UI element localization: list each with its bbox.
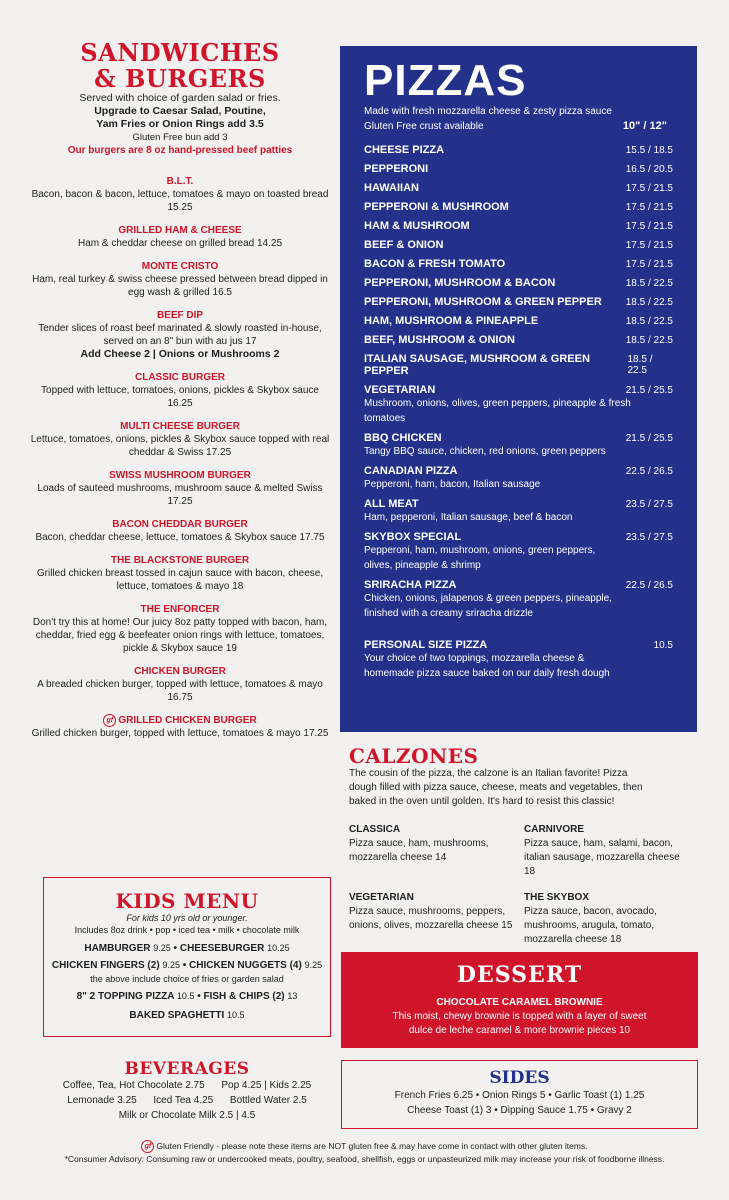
sandwich-name — [30, 518, 330, 531]
beverages-line: Coffee, Tea, Hot Chocolate 2.75 Pop 4.25 | Kids 2.25 — [62, 1080, 312, 1091]
calzone-desc: Pizza sauce, bacon, avocado, mushrooms, arugula, tomato, mozzarella cheese 18 — [524, 906, 657, 945]
sandwich-name — [30, 554, 330, 567]
dessert-title: DESSERT — [456, 962, 583, 988]
sandwich-item — [30, 175, 330, 214]
intro-line: Our burgers are 8 oz hand-pressed beef patties — [67, 145, 293, 156]
sandwich-name — [30, 665, 330, 678]
sandwiches-title-2: & BURGERS — [94, 64, 266, 93]
sandwich-desc: Bacon, cheddar cheese, lettuce, tomatoes & Skybox sauce 17.75 — [35, 532, 325, 543]
sandwich-name — [30, 260, 330, 273]
pizza-price: 22.5 / 26.5 — [625, 466, 673, 477]
pizzas-panel — [340, 46, 697, 732]
sandwich-item — [30, 224, 330, 250]
pizzas-sizes: 10" / 12" — [622, 120, 667, 132]
pizza-row — [364, 498, 673, 510]
sandwich-desc: Bacon, bacon & bacon, lettuce, tomatoes & mayo on toasted bread 15.25 — [31, 189, 329, 213]
personal-pizza — [364, 639, 673, 681]
pizza-price: 16.5 / 20.5 — [625, 164, 673, 175]
pizza-row — [364, 144, 673, 156]
pizza-price: 21.5 / 25.5 — [625, 385, 673, 396]
calzone-name: CARNIVORE — [524, 824, 585, 835]
pizza-name: BACON & FRESH TOMATO — [364, 258, 506, 270]
kids-item: CHEESEBURGER — [179, 943, 265, 954]
pizza-price: 17.5 / 21.5 — [625, 240, 673, 251]
pizza-row — [364, 384, 673, 396]
kids-note: the above include choice of fries or garden salad — [90, 974, 284, 984]
kids-price: 9.25 — [153, 943, 171, 953]
sandwich-desc: Grilled chicken burger, topped with lettuce, tomatoes & mayo 17.25 — [31, 728, 329, 740]
pizza-price: 21.5 / 25.5 — [625, 433, 673, 444]
sandwich-desc: Ham, real turkey & swiss cheese pressed between bread dipped in egg wash & grilled 16.5 — [32, 274, 328, 298]
pizza-item — [364, 498, 673, 525]
pizza-name: BEEF, MUSHROOM & ONION — [364, 334, 515, 346]
pizza-item — [364, 579, 673, 621]
pizza-row — [364, 432, 673, 444]
pizza-row — [364, 531, 673, 543]
pizza-row — [364, 258, 673, 270]
pizza-item — [364, 384, 673, 426]
sandwich-desc: A breaded chicken burger, topped with lettuce, tomatoes & mayo 16.75 — [37, 679, 323, 703]
sandwich-name-text: B.L.T. — [166, 176, 194, 187]
sandwich-name — [30, 371, 330, 384]
sandwich-name-text: MULTI CHEESE BURGER — [120, 421, 240, 432]
calzone-desc: Pizza sauce, mushrooms, peppers, onions, olives, mozzarella cheese 15 — [349, 906, 513, 931]
pizza-desc: Pepperoni, ham, bacon, Italian sausage — [364, 479, 541, 490]
pizza-item — [364, 315, 673, 327]
sandwich-name — [30, 469, 330, 482]
pizza-price: 10.5 — [653, 640, 673, 651]
sandwiches-title-1: SANDWICHES — [80, 38, 280, 67]
pizzas-title: PIZZAS — [364, 56, 527, 105]
pizza-item — [364, 432, 673, 459]
kids-item: FISH & CHIPS (2) — [203, 991, 285, 1002]
intro-line: Upgrade to Caesar Salad, Poutine, — [94, 105, 266, 117]
calzones-intro: The cousin of the pizza, the calzone is an Italian favorite! Pizza dough filled with pizza sauce, cheese, meats and vegetables, then baked in the oven until golden. It's hard to resist this classic! — [349, 768, 643, 807]
calzone-name: THE SKYBOX — [524, 892, 590, 903]
calzone-desc: Pizza sauce, ham, salami, bacon, italian sausage, mozzarella cheese 18 — [524, 838, 680, 877]
pizza-item — [364, 353, 673, 377]
kids-price: 10.5 — [227, 1010, 245, 1020]
consumer-advisory: *Consumer Advisory: Consuming raw or undercooked meats, poultry, seafood, shellfish, eggs or unpasteurized milk may increase your risk of foodborne illness. — [64, 1154, 665, 1165]
calzone-name: VEGETARIAN — [349, 892, 414, 903]
kids-item: CHICKEN NUGGETS (4) — [189, 960, 302, 971]
kids-row: 8" 2 TOPPING PIZZA 10.5 • FISH & CHIPS (2) 13 — [76, 991, 298, 1002]
sandwich-name-text: BACON CHEDDAR BURGER — [112, 519, 248, 530]
pizza-desc: Pepperoni, ham, mushroom, onions, green peppers, olives, pineapple & shrimp — [364, 545, 596, 571]
pizza-price: 22.5 / 26.5 — [625, 580, 673, 591]
pizza-item — [364, 163, 673, 175]
pizza-price: 18.5 / 22.5 — [625, 335, 673, 346]
kids-row — [44, 1007, 330, 1024]
pizzas-intro: Made with fresh mozzarella cheese & zesty pizza sauce — [364, 106, 612, 117]
sandwich-name — [30, 420, 330, 433]
pizza-desc: Chicken, onions, jalapenos & green peppers, pineapple, finished with a creamy sriracha drizzle — [364, 593, 612, 619]
pizza-desc: Tangy BBQ sauce, chicken, red onions, green peppers — [364, 446, 606, 457]
pizza-name: PEPPERONI — [364, 163, 429, 175]
pizza-desc: Mushroom, onions, olives, green peppers, pineapple & fresh tomatoes — [364, 398, 631, 424]
beverages-line: Lemonade 3.25 Iced Tea 4.25 Bottled Water 2.5 — [67, 1095, 307, 1106]
kids-includes: Includes 8oz drink • pop • iced tea • milk • chocolate milk — [74, 925, 300, 935]
pizza-row — [364, 220, 673, 232]
sandwich-name — [30, 224, 330, 237]
sandwich-desc: Topped with lettuce, tomatoes, onions, pickles & Skybox sauce 16.25 — [41, 385, 319, 409]
sandwich-item — [30, 371, 330, 410]
dessert-item-name: CHOCOLATE CARAMEL BROWNIE — [436, 997, 603, 1008]
pizza-item — [364, 465, 673, 492]
kids-item: CHICKEN FINGERS (2) — [51, 960, 160, 971]
pizzas-intro-row — [364, 119, 673, 134]
sandwiches-intro — [30, 92, 330, 157]
pizza-price: 17.5 / 21.5 — [625, 202, 673, 213]
pizza-name: PEPPERONI, MUSHROOM & BACON — [364, 277, 556, 289]
kids-subtitle: For kids 10 yrs old or younger. — [126, 913, 248, 923]
pizzas-gluten-free-note: Gluten Free crust available — [364, 121, 484, 132]
pizza-row — [364, 239, 673, 251]
pizza-name: ITALIAN SAUSAGE, MUSHROOM & GREEN PEPPER — [364, 353, 590, 377]
pizza-row — [364, 277, 673, 289]
beverages-title: BEVERAGES — [124, 1059, 250, 1079]
sandwich-item — [30, 603, 330, 655]
sandwich-desc: Ham & cheddar cheese on grilled bread 14.25 — [77, 238, 283, 249]
pizza-item — [364, 182, 673, 194]
sides-line: French Fries 6.25 • Onion Rings 5 • Garlic Toast (1) 1.25 — [394, 1090, 645, 1101]
calzone-item — [349, 823, 524, 879]
beverages-line: Milk or Chocolate Milk 2.5 | 4.5 — [118, 1110, 256, 1121]
pizza-name: VEGETARIAN — [364, 384, 436, 396]
pizza-row — [364, 334, 673, 346]
pizza-name: BBQ CHICKEN — [364, 432, 442, 444]
calzone-item — [524, 823, 699, 879]
kids-title: KIDS MENU — [115, 889, 259, 913]
kids-item: HAMBURGER — [84, 943, 151, 954]
calzone-item — [524, 891, 699, 947]
intro-line: Served with choice of garden salad or fries. — [79, 92, 281, 104]
pizza-desc: Ham, pepperoni, Italian sausage, beef & bacon — [364, 512, 573, 523]
kids-price: 9.25 — [304, 960, 323, 970]
sandwich-desc: Lettuce, tomatoes, onions, pickles & Skybox sauce topped with real cheddar & Swiss 17.25 — [30, 434, 330, 458]
sandwich-item — [30, 469, 330, 508]
footer — [0, 1140, 729, 1166]
pizza-name: SRIRACHA PIZZA — [364, 579, 457, 591]
pizza-item — [364, 239, 673, 251]
gluten-note-text: Gluten Friendly - please note these items are NOT gluten free & may have come in contact with other gluten items. — [156, 1141, 588, 1151]
sandwich-name-text: BEEF DIP — [156, 310, 204, 321]
pizza-item — [364, 277, 673, 289]
kids-price: 13 — [287, 991, 298, 1001]
sandwich-name-text: THE ENFORCER — [140, 604, 220, 615]
pizza-row — [364, 163, 673, 175]
intro-line: Gluten Free bun add 3 — [132, 132, 228, 143]
beverages-section — [43, 1060, 331, 1123]
sandwich-addon: Add Cheese 2 | Onions or Mushrooms 2 — [80, 348, 280, 360]
pizza-name: HAM & MUSHROOM — [364, 220, 470, 232]
sides-box — [341, 1060, 698, 1129]
pizza-price: 23.5 / 27.5 — [625, 499, 673, 510]
sandwich-name — [30, 603, 330, 616]
pizza-price: 15.5 / 18.5 — [625, 145, 673, 156]
calzones-section — [349, 745, 699, 947]
pizza-name: PERSONAL SIZE PIZZA — [364, 639, 488, 651]
kids-item: BAKED SPAGHETTI — [129, 1010, 225, 1021]
pizza-item — [364, 334, 673, 346]
dessert-item-desc: This moist, chewy brownie is topped with a layer of sweet dulce de leche caramel & more brownie pieces 10 — [392, 1011, 647, 1036]
sandwich-desc: Loads of sauteed mushrooms, mushroom sauce & melted Swiss 17.25 — [37, 483, 323, 507]
sandwich-name-text: CHICKEN BURGER — [134, 666, 226, 677]
sandwich-item — [30, 420, 330, 459]
calzones-title: CALZONES — [349, 744, 479, 768]
sandwich-item — [30, 714, 330, 740]
pizza-row — [364, 579, 673, 591]
pizza-price: 17.5 / 21.5 — [625, 259, 673, 270]
sandwich-name-text: GRILLED HAM & CHEESE — [118, 225, 242, 236]
pizza-item — [364, 220, 673, 232]
sandwich-name-text: CLASSIC BURGER — [134, 372, 225, 383]
pizza-name: PEPPERONI, MUSHROOM & GREEN PEPPER — [364, 296, 602, 308]
pizza-price: 18.5 / 22.5 — [625, 297, 673, 308]
sandwiches-section — [30, 40, 330, 740]
calzone-desc: Pizza sauce, ham, mushrooms, mozzarella cheese 14 — [349, 838, 489, 863]
calzone-item — [349, 891, 524, 947]
sandwich-name — [30, 309, 330, 322]
pizza-row — [364, 201, 673, 213]
pizza-name: CHEESE PIZZA — [364, 144, 445, 156]
sandwich-item — [30, 665, 330, 704]
pizza-price: 18.5 / 22.5 — [627, 354, 653, 376]
kids-item: 8" 2 TOPPING PIZZA — [76, 991, 175, 1002]
sandwich-name-text: MONTE CRISTO — [141, 261, 219, 272]
pizza-name: HAWAIIAN — [364, 182, 419, 194]
gluten-note — [0, 1140, 729, 1153]
personal-pizza-row — [364, 639, 673, 651]
sandwich-name — [30, 714, 330, 727]
sandwich-desc: Don't try this at home! Our juicy 8oz patty topped with bacon, ham, cheddar, fried egg & beefeater onion rings with lettuce, tomatoes, pickle & Skybox sauce 19 — [32, 617, 328, 654]
sandwich-name — [30, 175, 330, 188]
sandwich-name-text: THE BLACKSTONE BURGER — [110, 555, 250, 566]
gluten-friendly-icon: gf — [103, 714, 116, 727]
pizza-name: ALL MEAT — [364, 498, 419, 510]
pizza-list — [364, 144, 673, 621]
sandwich-item — [30, 309, 330, 361]
pizza-name: PEPPERONI & MUSHROOM — [364, 201, 509, 213]
sandwich-item — [30, 554, 330, 593]
kids-price: 9.25 — [162, 960, 180, 970]
sandwich-name-text: GRILLED CHICKEN BURGER — [118, 715, 257, 727]
pizza-row — [364, 353, 673, 377]
pizza-row — [364, 465, 673, 477]
intro-line: Yam Fries or Onion Rings add 3.5 — [96, 118, 264, 130]
sandwich-desc: Grilled chicken breast tossed in cajun sauce with bacon, cheese, lettuce, tomatoes & mayo 18 — [36, 568, 324, 592]
pizza-name: SKYBOX SPECIAL — [364, 531, 462, 543]
pizza-price: 18.5 / 22.5 — [625, 316, 673, 327]
kids-menu-box — [43, 877, 331, 1037]
pizza-name: HAM, MUSHROOM & PINEAPPLE — [364, 315, 539, 327]
calzone-grid — [349, 823, 699, 947]
pizza-row — [364, 296, 673, 308]
sides-title: SIDES — [489, 1068, 550, 1088]
sandwich-desc: Tender slices of roast beef marinated & slowly roasted in-house, served on an 8" bun with au jus 17 — [38, 323, 322, 347]
pizza-name: CANADIAN PIZZA — [364, 465, 458, 477]
kids-row: CHICKEN FINGERS (2) 9.25 • CHICKEN NUGGETS (4) 9.25 — [51, 960, 323, 971]
pizza-item — [364, 258, 673, 270]
kids-row: HAMBURGER 9.25 • CHEESEBURGER 10.25 — [84, 943, 290, 954]
pizza-price: 18.5 / 22.5 — [625, 278, 673, 289]
pizza-price: 23.5 / 27.5 — [625, 532, 673, 543]
kids-price: 10.25 — [267, 943, 290, 953]
sandwich-list — [30, 175, 330, 740]
sandwich-item — [30, 260, 330, 299]
dessert-box — [341, 952, 698, 1048]
pizza-item — [364, 144, 673, 156]
kids-price: 10.5 — [176, 991, 195, 1001]
pizza-item — [364, 531, 673, 573]
pizza-name: BEEF & ONION — [364, 239, 444, 251]
pizza-price: 17.5 / 21.5 — [625, 183, 673, 194]
pizza-item — [364, 296, 673, 308]
pizza-row — [364, 182, 673, 194]
pizza-item — [364, 201, 673, 213]
pizza-desc: Your choice of two toppings, mozzarella cheese & homemade pizza sauce baked on our daily fresh dough — [364, 653, 610, 679]
sandwich-item — [30, 518, 330, 544]
pizza-row — [364, 315, 673, 327]
pizza-price: 17.5 / 21.5 — [625, 221, 673, 232]
sides-line: Cheese Toast (1) 3 • Dipping Sauce 1.75 • Gravy 2 — [407, 1105, 632, 1116]
sandwich-name-text: SWISS MUSHROOM BURGER — [109, 470, 251, 481]
calzone-name: CLASSICA — [349, 824, 401, 835]
gluten-friendly-icon: gf — [141, 1140, 154, 1153]
